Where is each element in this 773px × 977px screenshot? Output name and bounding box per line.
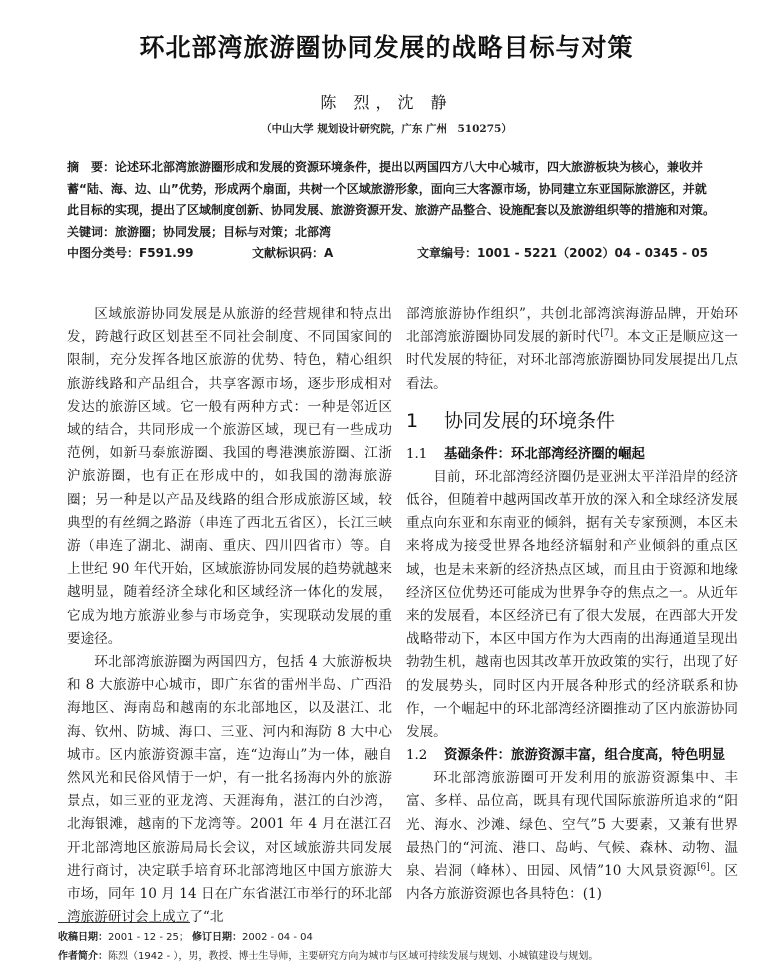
- paragraph: [406, 303, 738, 396]
- subsection-title: 资源条件：旅游资源丰富，组合度高，特色明显: [444, 748, 726, 764]
- paragraph-text: 环北部湾旅游圈可开发利用的旅游资源集中、丰富、多样、品位高，既具有现代国际旅游所追求的“阳光、海水、沙滩、绿色、空气”5 大要素，又兼有世界最热门的“河流、港口、岛屿、气候、森林、动物、温泉、岩洞（峰林）、田园、风情”10 大风景资源: [406, 770, 738, 880]
- article-no-label: 文章编号：: [417, 246, 478, 260]
- keywords-label: 关键词：: [67, 224, 116, 239]
- doc-code-value: A: [324, 246, 334, 260]
- paragraph-text: 。本文正是顺应这一时代发展的特征，对环北部湾旅游圈协同发展提出几点看法。: [406, 329, 739, 392]
- paragraph: 目前，环北部湾经济圈仍是亚洲太平洋沿岸的经济低谷，但随着中越两国改革开放的深入和全球经济发展重点向东亚和东南亚的倾斜，据有关专家预测，本区未来将成为接受世界各地经济辐射和产业倾斜的重点区域，也是未来新的经济热点区域，而且由于资源和地缘经济区位优势还可能成为世界争夺的焦点之一。从近年来的发展看，本区经济已有了很大发展，在西部大开发战略带动下，本区中国方作为大西南的出海通道呈现出勃勃生机，越南也因其改革开放政策的实行，出现了好的发展势头，同时区内开展各种形式的经济联系和协作，一个崛起中的环北部湾经济圈推动了区内旅游协同发展。: [406, 468, 738, 741]
- author-bio: 陈烈（1942 - ），男，教授、博士生导师，主要研究方向为城市与区域可持续发展与规划、小城镇建设与规划。: [108, 951, 599, 962]
- abstract-block: [67, 157, 717, 265]
- right-column: [406, 303, 738, 906]
- subsection-title: 基础条件：环北部湾经济圈的崛起: [444, 446, 645, 462]
- classification-row: [67, 243, 717, 265]
- section-title: 协同发展的环境条件: [444, 409, 616, 432]
- clc-label: 中图分类号：: [67, 246, 140, 260]
- paper-title: 环北部湾旅游圈协同发展的战略目标与对策: [139, 33, 634, 62]
- left-column: [67, 303, 392, 929]
- paragraph: 环北部湾旅游圈为两国四方，包括 4 大旅游板块和 8 大旅游中心城市，即广东省的雷州半岛、广西沿海地区、海南岛和越南的东北部地区，以及湛江、北海、钦州、防城、海口、三亚、河内和海防 8 大中心城市。区内旅游资源丰富，连“边海山”为一体，融自然风光和民俗风情于一炉，有一批名扬海内外的旅游景点，如三亚的亚龙湾、天涯海角，湛江的白沙湾，北海银滩，越南的下龙湾等。2001 年 4 月在湛江召开北部湾地区旅游局局长会议，对区域旅游共同发展进行商讨，决定联手培育环北部湾地区中国方旅游大市场，同年 10 月 14 日在广东省湛江市举行的环北部湾旅游研讨会上成立了“北: [67, 654, 392, 926]
- subsection-heading: [406, 744, 738, 767]
- dates-line: [58, 928, 758, 947]
- footnote-divider: [58, 922, 190, 923]
- received-date: 2001 - 12 - 25；: [108, 932, 189, 943]
- paragraph-text: 。区内各方旅游资源也各具特色：(1): [406, 863, 738, 903]
- paragraph: 区域旅游协同发展是从旅游的经营规律和特点出发，跨越行政区划甚至不同社会制度、不同国家间的限制，充分发挥各地区旅游的优势、特色，精心组织旅游线路和产品组合，共享客源市场，逐步形成相对发达的旅游区域。它一般有两种方式：一种是邻近区域的结合，共同形成一个旅游区域，现已有一些成功范例，如新马泰旅游圈、我国的粤港澳旅游圈、江浙沪旅游圈，也有正在形成中的，如我国的渤海旅游圈；另一种是以产品及线路的组合形成旅游区域，较典型的有丝绸之路游（串连了西北五省区），长江三峡游（串连了湖北、湖南、重庆、四川四省市）等。自上世纪 90 年代开始，区域旅游协同发展的趋势就越来越明显，随着经济全球化和区域经济一体化的发展，它成为地方旅游业参与市场竞争，实现联动发展的重要途径。: [67, 306, 393, 647]
- authors: 陈 烈，沈 静: [320, 93, 453, 112]
- section-number: 1: [406, 409, 419, 432]
- paragraph-text: 部湾旅游协作组织”，共创北部湾滨海游品牌，开始环北部湾旅游圈协同发展的新时代: [406, 306, 738, 346]
- footnotes: [58, 928, 758, 966]
- revised-date: 2002 - 04 - 04: [242, 932, 313, 943]
- author-bio-label: 作者简介：: [58, 951, 108, 962]
- article-no-value: 1001 - 5221（2002）04 - 0345 - 05: [477, 246, 709, 260]
- abstract-text: 论述环北部湾旅游圈形成和发展的资源环境条件，提出以两国四方八大中心城市，四大旅游板块为核心，兼收并蓄“陆、海、边、山”优势，形成两个扇面，共树一个区域旅游形象，面向三大客源市场，协同建立东亚国际旅游区，并就此目标的实现，提出了区域制度创新、协同发展、旅游资源开发、旅游产品整合、设施配套以及旅游组织等的措施和对策。: [67, 160, 716, 217]
- revised-label: 修订日期：: [192, 932, 243, 943]
- keywords: [67, 222, 717, 244]
- section-heading: [406, 407, 738, 435]
- doc-code-label: 文献标识码：: [252, 246, 325, 260]
- abstract-label: 摘 要：: [67, 160, 116, 174]
- subsection-number: 1.1: [406, 446, 428, 462]
- citation: [7]: [600, 328, 614, 339]
- affiliation: （中山大学 规划设计研究院，广东 广州 510275）: [261, 123, 512, 135]
- keywords-text: 旅游圈；协同发展；目标与对策；北部湾: [115, 224, 332, 239]
- abstract: [67, 157, 717, 222]
- clc-value: F591.99: [139, 246, 194, 260]
- paragraph: [406, 767, 738, 906]
- citation: [6]: [696, 862, 710, 873]
- subsection-heading: [406, 443, 738, 466]
- received-label: 收稿日期：: [58, 932, 108, 943]
- author-bio-line: [58, 947, 758, 966]
- subsection-number: 1.2: [406, 748, 428, 764]
